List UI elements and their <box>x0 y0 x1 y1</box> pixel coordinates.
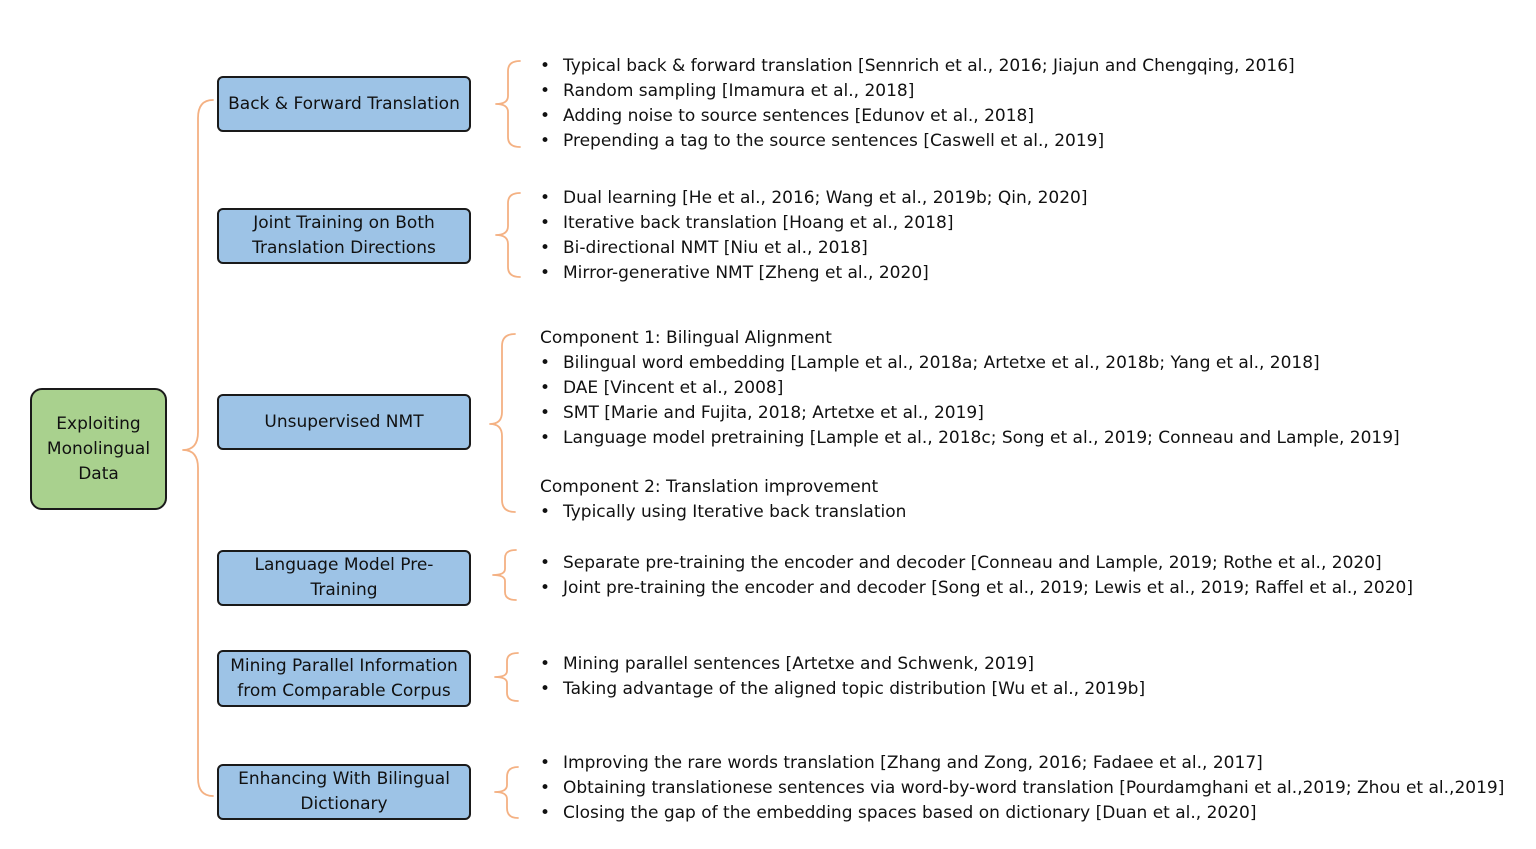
items-unsupervised-nmt <box>540 326 1400 525</box>
spacer <box>540 451 1400 475</box>
category-bilingual-dictionary <box>217 764 471 820</box>
list-item: • Typical back & forward translation [Sennrich et al., 2016; Jiajun and Chengqing, 2016] <box>540 54 1295 79</box>
brace-1 <box>496 61 520 147</box>
category-language-model-pretraining <box>217 550 471 606</box>
items-back-forward-translation <box>540 54 1295 154</box>
component-2-heading: Component 2: Translation improvement <box>540 477 879 497</box>
list-item: • Mirror-generative NMT [Zheng et al., 2020] <box>540 261 1087 286</box>
list-item: • Mining parallel sentences [Artetxe and Schwenk, 2019] <box>540 652 1145 677</box>
list-item: • Dual learning [He et al., 2016; Wang et al., 2019b; Qin, 2020] <box>540 186 1087 211</box>
list-item: • Typically using Iterative back translation <box>540 500 1400 525</box>
list-item: • Improving the rare words translation [Zhang and Zong, 2016; Fadaee et al., 2017] <box>540 751 1504 776</box>
list-item: • Taking advantage of the aligned topic distribution [Wu et al., 2019b] <box>540 677 1145 702</box>
brace-5 <box>495 653 518 701</box>
root-label: Exploiting Monolingual Data <box>46 413 151 484</box>
list-item: • DAE [Vincent et al., 2008] <box>540 376 1400 401</box>
category-mining-parallel-information <box>217 650 471 707</box>
brace-6 <box>495 767 518 818</box>
category-label: Mining Parallel Information from Comparable Corpus <box>230 655 458 701</box>
category-back-forward-translation <box>217 76 471 132</box>
items-mining-parallel-information <box>540 652 1145 702</box>
list-item: • SMT [Marie and Fujita, 2018; Artetxe et al., 2019] <box>540 401 1400 426</box>
category-label: Enhancing With Bilingual Dictionary <box>238 769 450 814</box>
list-item: • Separate pre-training the encoder and decoder [Conneau and Lample, 2019; Rothe et al., 2020] <box>540 551 1413 576</box>
items-language-model-pretraining <box>540 551 1413 601</box>
root-node <box>30 388 167 510</box>
list-item: • Bilingual word embedding [Lample et al., 2018a; Artetxe et al., 2018b; Yang et al., 2018] <box>540 351 1400 376</box>
category-label: Back & Forward Translation <box>228 93 460 114</box>
items-bilingual-dictionary <box>540 751 1504 826</box>
category-label: Joint Training on Both Translation Directions <box>252 213 436 258</box>
list-item: • Joint pre-training the encoder and decoder [Song et al., 2019; Lewis et al., 2019; Raffel et al., 2020] <box>540 576 1413 601</box>
category-label: Unsupervised NMT <box>264 411 424 432</box>
component-1-heading: Component 1: Bilingual Alignment <box>540 328 832 348</box>
list-item: • Prepending a tag to the source sentences [Caswell et al., 2019] <box>540 129 1295 154</box>
list-item: • Closing the gap of the embedding spaces based on dictionary [Duan et al., 2020] <box>540 801 1504 826</box>
brace-4 <box>493 550 516 600</box>
list-item: • Bi-directional NMT [Niu et al., 2018] <box>540 236 1087 261</box>
category-unsupervised-nmt <box>217 394 471 450</box>
brace-3 <box>490 334 515 512</box>
list-item: • Adding noise to source sentences [Edunov et al., 2018] <box>540 104 1295 129</box>
list-item: • Language model pretraining [Lample et al., 2018c; Song et al., 2019; Conneau and Lample, 2019] <box>540 426 1400 451</box>
list-item: • Iterative back translation [Hoang et al., 2018] <box>540 211 1087 236</box>
category-label: Language Model Pre- Training <box>254 555 434 600</box>
category-joint-training <box>217 208 471 264</box>
list-item: • Obtaining translationese sentences via word-by-word translation [Pourdamghani et al.,2019; Zhou et al.,2019] <box>540 776 1504 801</box>
items-joint-training <box>540 186 1087 286</box>
root-brace <box>183 100 213 796</box>
brace-2 <box>496 193 520 277</box>
list-item: • Random sampling [Imamura et al., 2018] <box>540 79 1295 104</box>
